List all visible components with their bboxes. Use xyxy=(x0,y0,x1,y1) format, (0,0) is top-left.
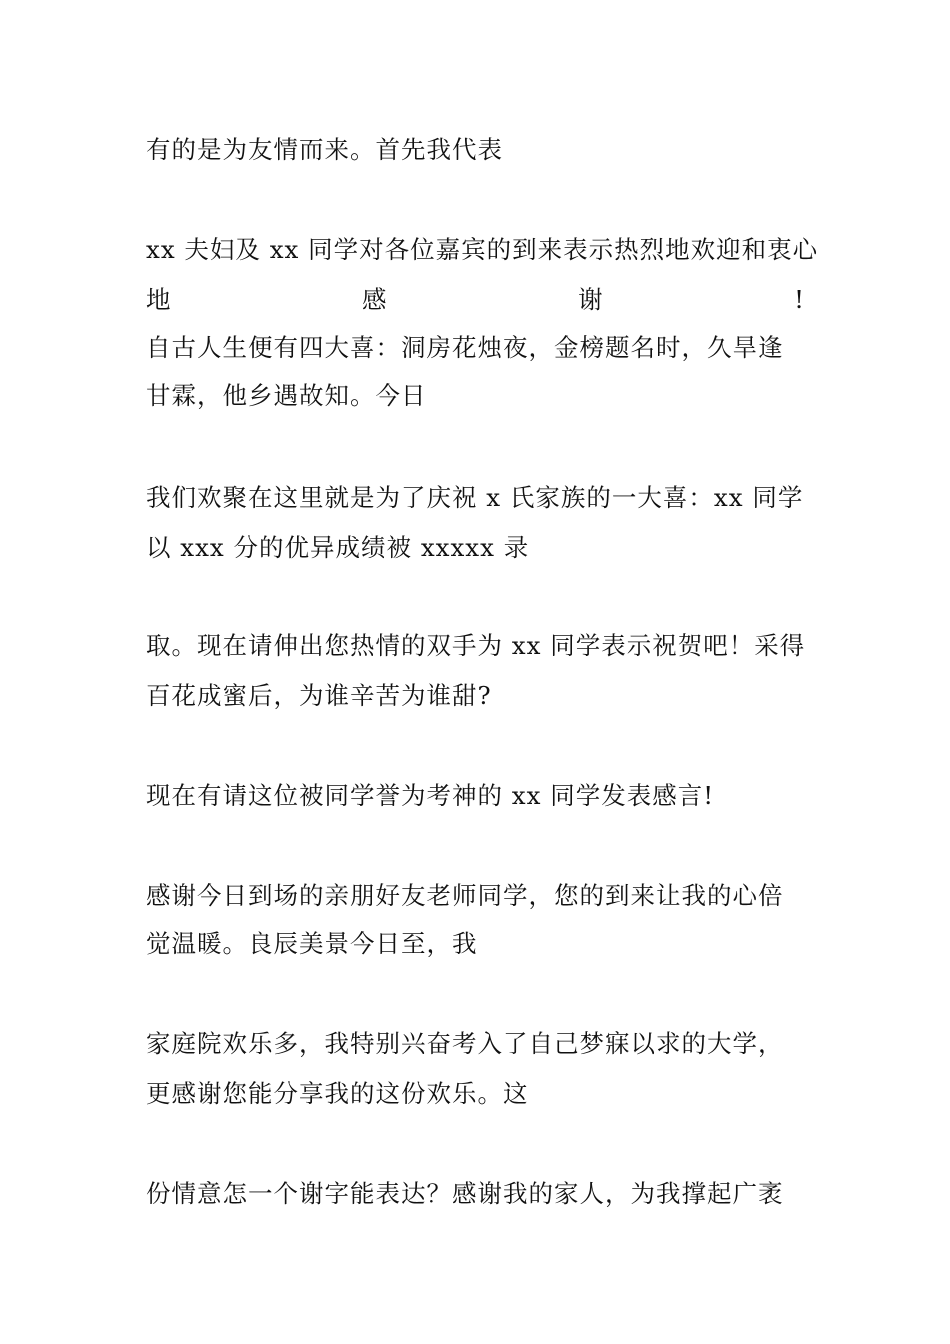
text-line-6: 以 xxx 分的优异成绩被 xxxxx 录 xyxy=(146,533,530,562)
text-line-5: 我们欢聚在这里就是为了庆祝 x 氏家族的一大喜：xx 同学 xyxy=(146,483,804,512)
text-line-13: 更感谢您能分享我的这份欢乐。这 xyxy=(146,1079,529,1108)
spread-char-2: 感 xyxy=(362,285,387,314)
text-line-7: 取。现在请伸出您热情的双手为 xx 同学表示祝贺吧！采得 xyxy=(146,631,806,660)
text-line-11: 觉温暖。良辰美景今日至，我 xyxy=(146,929,478,958)
text-line-8: 百花成蜜后，为谁辛苦为谁甜? xyxy=(146,681,492,710)
spread-char-4: ! xyxy=(794,285,804,314)
text-line-2: xx 夫妇及 xx 同学对各位嘉宾的到来表示热烈地欢迎和衷心 xyxy=(146,235,819,264)
text-line-1: 有的是为友情而来。首先我代表 xyxy=(146,135,503,164)
text-line-spread xyxy=(146,284,804,316)
spread-char-3: 谢 xyxy=(578,285,603,314)
spread-char-1: 地 xyxy=(146,285,171,314)
text-line-3: 自古人生便有四大喜：洞房花烛夜，金榜题名时，久旱逢 xyxy=(146,333,784,362)
text-line-12: 家庭院欢乐多，我特别兴奋考入了自己梦寐以求的大学， xyxy=(146,1029,784,1058)
text-line-4: 甘霖，他乡遇故知。今日 xyxy=(146,381,427,410)
text-line-14: 份情意怎一个谢字能表达？感谢我的家人，为我撑起广袤 xyxy=(146,1179,784,1208)
text-line-10: 感谢今日到场的亲朋好友老师同学，您的到来让我的心倍 xyxy=(146,881,784,910)
text-line-9: 现在有请这位被同学誉为考神的 xx 同学发表感言! xyxy=(146,781,715,810)
